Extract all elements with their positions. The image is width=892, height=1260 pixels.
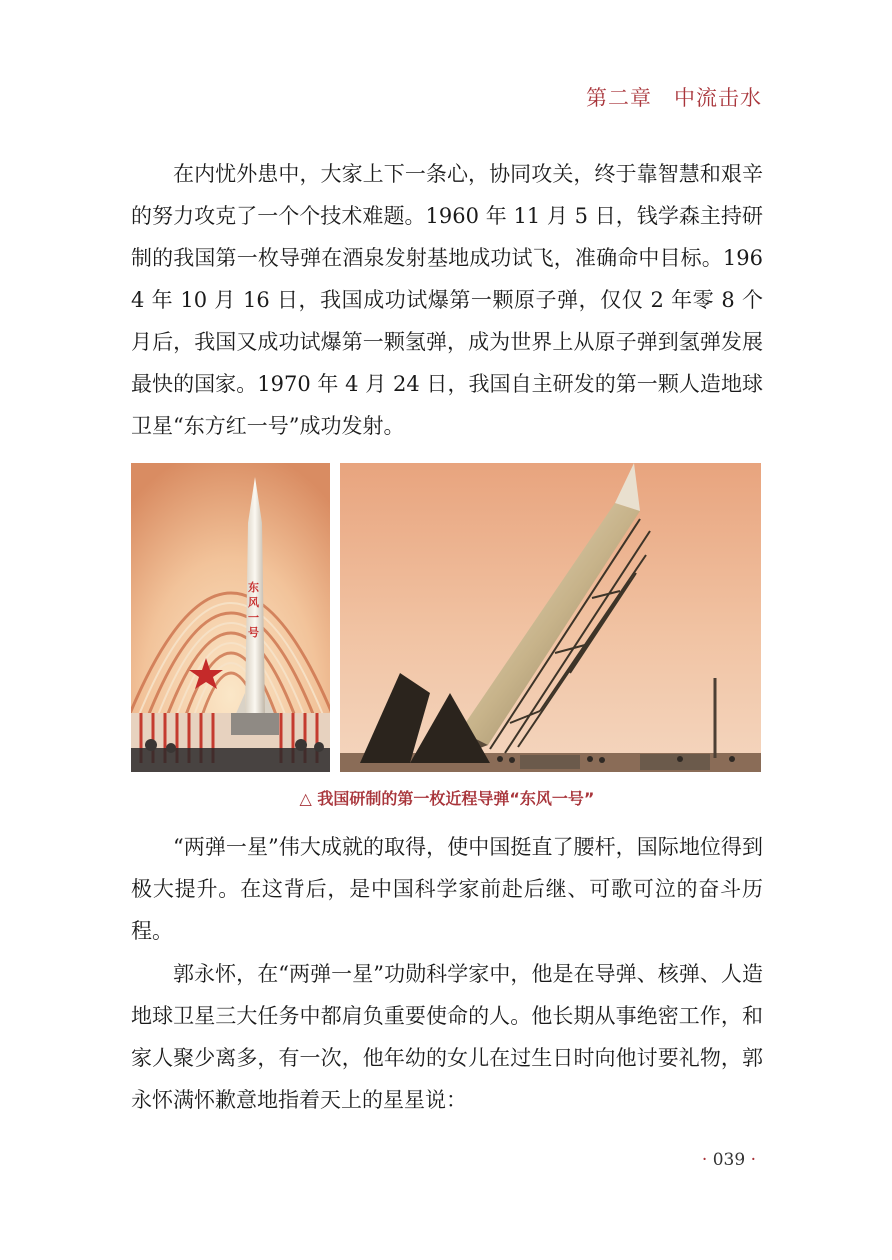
chapter-number: 第二章	[586, 86, 652, 110]
body-paragraph-3: 郭永怀，在“两弹一星”功勋科学家中，他是在导弹、核弹、人造地球卫星三大任务中都肩负重要使命的人。他长期从事绝密工作，和家人聚少离多，有一次，他年幼的女儿在过生日时向他讨要礼物，郭永怀满怀歉意地指着天上的星星说：	[131, 962, 763, 1112]
body-paragraph-2: “两弹一星”伟大成就的取得，使中国挺直了腰杆，国际地位得到极大提升。在这背后，是中国科学家前赴后继、可歌可泣的奋斗历程。	[131, 835, 763, 943]
page-number-dot-left: ·	[701, 1150, 708, 1170]
page-number-dot-right: ·	[750, 1150, 756, 1170]
missile-label: 东风一号	[248, 581, 259, 639]
running-header	[586, 82, 762, 112]
missile-launch-illustration	[340, 463, 761, 772]
chapter-title: 中流击水	[674, 86, 762, 110]
exhibition-hall-illustration	[131, 463, 330, 772]
photo-missile-launch	[340, 463, 761, 772]
page-number-value: 039	[712, 1150, 746, 1170]
body-paragraph-1: 在内忧外患中，大家上下一条心，协同攻关，终于靠智慧和艰辛的努力攻克了一个个技术难题。1960 年 11 月 5 日，钱学森主持研制的我国第一枚导弹在酒泉发射基地成功试飞，准确命中目标。1964 年 10 月 16 日，我国成功试爆第一颗原子弹，仅仅 2 年零 8 个月后，我国又成功试爆第一颗氢弹，成为世界上从原子弹到氢弹发展最快的国家。1970 年 4 月 24 日，我国自主研发的第一颗人造地球卫星“东方红一号”成功发射。	[131, 162, 763, 438]
figure-caption: △ 我国研制的第一枚近程导弹“东风一号”	[299, 789, 595, 808]
page-number	[702, 1150, 756, 1170]
photo-missile-exhibition	[131, 463, 330, 772]
